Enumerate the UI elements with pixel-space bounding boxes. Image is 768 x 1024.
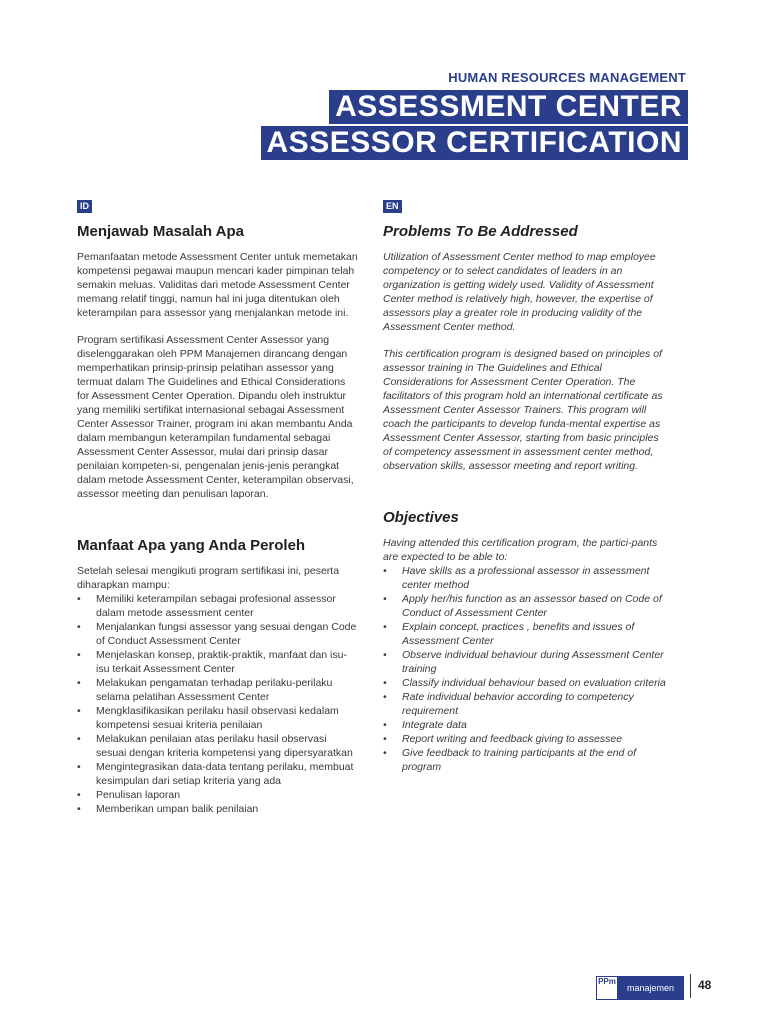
bullet-icon: • — [77, 621, 81, 633]
list-item-text: Have skills as a professional assessor in assessment center method — [402, 565, 650, 591]
bullet-icon: • — [77, 733, 81, 745]
objectives-intro-en: Having attended this certification program, the partici-pants are expected to be able to: — [383, 537, 658, 563]
list-item-text: Mengintegrasikan data-data tentang perilaku, membuat kesimpulan dari setiap kriteria yang ada — [96, 761, 354, 787]
ppm-logo-mark: PPm — [597, 977, 618, 999]
paragraph-program-en: This certification program is designed based on principles of assessor training in The Guidelines and Ethical Considerations for Assessment Center Operation. The facilitators of this program hold an international certificate as Assessment Center Assessor Trainers. This program will coach the participants to develop funda-mental expertise as Assessment Center Assessor, starting from basic principles of competency assessment in assessment center method, observation skills, assessor meeting and report writing. — [383, 348, 663, 472]
header-kicker: HUMAN RESOURCES MANAGEMENT — [448, 70, 686, 85]
section-heading-problems-en: Problems To Be Addressed — [383, 223, 578, 240]
section-heading-problems-id: Menjawab Masalah Apa — [77, 223, 244, 240]
list-item-text: Melakukan penilaian atas perilaku hasil observasi sesuai dengan kriteria kompetensi yang dipersyaratkan — [96, 733, 353, 759]
bullet-icon: • — [383, 649, 387, 661]
list-item — [77, 732, 359, 760]
ppm-logo-wordmark: manajemen — [618, 977, 683, 999]
list-item — [77, 648, 359, 676]
bullet-icon: • — [383, 593, 387, 605]
bullet-icon: • — [383, 565, 387, 577]
objectives-list-en — [383, 564, 667, 774]
language-tag-id: ID — [77, 200, 92, 213]
list-item-text: Melakukan pengamatan terhadap perilaku-perilaku selama pelatihan Assessment Center — [96, 677, 333, 703]
bullet-icon: • — [77, 761, 81, 773]
list-item — [383, 648, 667, 676]
page-title-line-1: ASSESSMENT CENTER — [329, 90, 688, 124]
english-column — [383, 196, 667, 774]
list-item — [383, 690, 667, 718]
list-item — [383, 676, 667, 690]
paragraph-program-id: Program sertifikasi Assessment Center Assessor yang diselenggarakan oleh PPM Manajemen dirancang dengan memperhatikan prinsip-prinsip pelatihan assessor yang termuat dalam The Guidelines and Ethical Considerations for Assessment Center Operation. Dipandu oleh instruktur yang memiliki sertifikat internasional sebagai Assessment Center Assessor Trainer, program ini akan membantu Anda dalam membangun keterampilan fundamental sebagai Assessment Center Assessor, mulai dari prinsip dasar penilaian kompeten-si, pengenalan jenis-jenis perangkat dalam metode Assessment Center, keterampilan observasi, assessor meeting dan penulisan laporan. — [77, 334, 354, 500]
bullet-icon: • — [383, 677, 387, 689]
language-tag-en: EN — [383, 200, 402, 213]
list-item — [383, 564, 667, 592]
list-item-text: Report writing and feedback giving to assessee — [402, 733, 623, 745]
bullet-icon: • — [77, 649, 81, 661]
bullet-icon: • — [77, 789, 81, 801]
list-item — [77, 676, 359, 704]
page-title-line-2: ASSESSOR CERTIFICATION — [261, 126, 688, 160]
list-item — [77, 704, 359, 732]
list-item-text: Penulisan laporan — [96, 789, 181, 801]
bullet-icon: • — [77, 705, 81, 717]
list-item-text: Memberikan umpan balik penilaian — [96, 803, 259, 815]
list-item-text: Menjelaskan konsep, praktik-praktik, manfaat dan isu-isu terkait Assessment Center — [96, 649, 347, 675]
list-item — [77, 620, 359, 648]
list-item-text: Give feedback to training participants at the end of program — [402, 747, 637, 773]
benefits-intro-id: Setelah selesai mengikuti program sertifikasi ini, peserta diharapkan mampu: — [77, 565, 340, 591]
bullet-icon: • — [383, 747, 387, 759]
paragraph-intro-id: Pemanfaatan metode Assessment Center untuk memetakan kompetensi pegawai maupun mencari kader pimpinan telah semakin meluas. Validitas dari metode Assessment Center memang relatif tinggi, namun hal ini juga ditentukan oleh keterampilan para assessor yang menjalankan metode ini. — [77, 251, 358, 319]
list-item — [77, 788, 359, 802]
bullet-icon: • — [383, 719, 387, 731]
ppm-manajemen-logo — [596, 976, 684, 1000]
list-item-text: Memiliki keterampilan sebagai profesional assessor dalam metode assessment center — [96, 593, 336, 619]
paragraph-intro-en: Utilization of Assessment Center method to map employee competency or to select candidates of leaders in an organization is getting widely used. Validity of Assessment Center method is relatively high, however, the expertise of assessors play a greater role in producing validity of the Assessment Center method. — [383, 251, 656, 333]
list-item — [383, 718, 667, 732]
list-item — [383, 592, 667, 620]
footer-divider — [690, 974, 691, 998]
list-item-text: Apply her/his function as an assessor based on Code of Conduct of Assessment Center — [402, 593, 662, 619]
list-item-text: Rate individual behavior according to competency requirement — [402, 691, 634, 717]
list-item-text: Explain concept, practices , benefits and issues of Assessment Center — [402, 621, 635, 647]
bullet-icon: • — [383, 733, 387, 745]
bullet-icon: • — [383, 691, 387, 703]
list-item — [383, 732, 667, 746]
list-item-text: Mengklasifikasikan perilaku hasil observasi kedalam kompetensi sesuai kriteria penilaian — [96, 705, 339, 731]
list-item — [77, 802, 359, 816]
list-item — [383, 620, 667, 648]
benefits-list-id — [77, 592, 359, 816]
section-heading-objectives-en: Objectives — [383, 509, 459, 526]
list-item — [383, 746, 667, 774]
list-item-text: Observe individual behaviour during Assessment Center training — [402, 649, 664, 675]
list-item-text: Classify individual behaviour based on evaluation criteria — [402, 677, 666, 689]
page-number: 48 — [698, 978, 712, 992]
list-item — [77, 592, 359, 620]
bullet-icon: • — [77, 803, 81, 815]
bullet-icon: • — [77, 593, 81, 605]
bullet-icon: • — [383, 621, 387, 633]
indonesian-column — [77, 196, 359, 816]
list-item — [77, 760, 359, 788]
bullet-icon: • — [77, 677, 81, 689]
list-item-text: Integrate data — [402, 719, 467, 731]
section-heading-benefits-id: Manfaat Apa yang Anda Peroleh — [77, 537, 306, 554]
list-item-text: Menjalankan fungsi assessor yang sesuai dengan Code of Conduct Assessment Center — [96, 621, 357, 647]
